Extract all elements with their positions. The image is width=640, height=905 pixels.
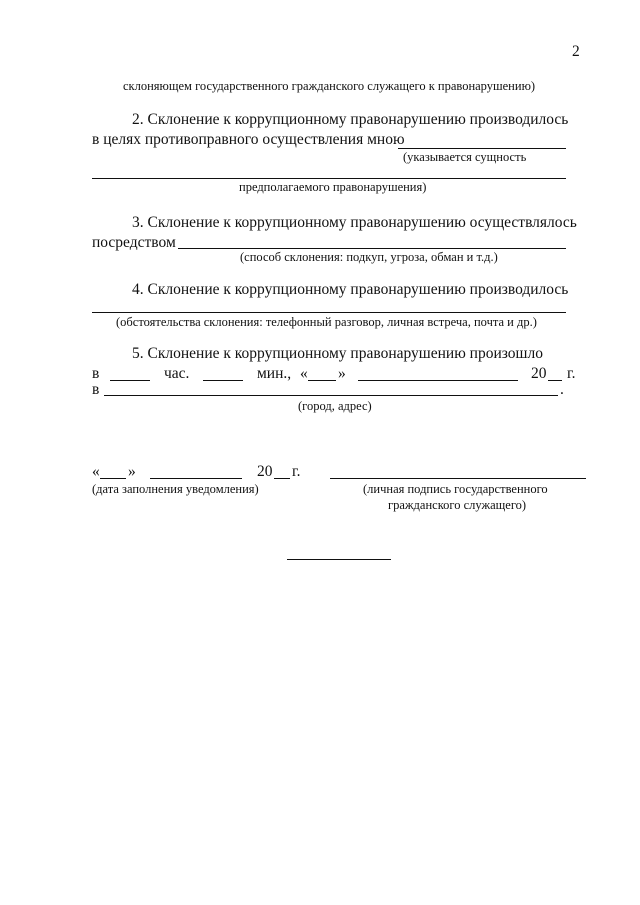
date-year-blank[interactable] xyxy=(274,478,290,479)
month-blank[interactable] xyxy=(358,380,518,381)
year-suffix: г. xyxy=(567,365,576,382)
item-3-line-2: посредством xyxy=(92,234,176,251)
date-quote-close: » xyxy=(128,463,136,480)
minutes-label: мин., xyxy=(257,365,292,382)
day-quote-close: » xyxy=(338,365,346,382)
signature-caption-1: (личная подпись государственного xyxy=(363,482,548,496)
date-quote-open: « xyxy=(92,463,100,480)
date-month-blank[interactable] xyxy=(150,478,242,479)
item-2-line-2: в целях противоправного осуществления мною xyxy=(92,131,405,148)
item-5-in-label: в xyxy=(92,365,100,382)
signature-caption-2: гражданского служащего) xyxy=(388,498,527,512)
day-blank[interactable] xyxy=(308,380,336,381)
signature-blank[interactable] xyxy=(330,478,586,479)
place-blank[interactable] xyxy=(104,395,558,396)
closing-rule xyxy=(287,559,391,560)
year-prefix: 20 xyxy=(531,365,547,382)
date-day-blank[interactable] xyxy=(100,478,126,479)
item-3-line-1: 3. Склонение к коррупционному правонарушению осуществлялось xyxy=(132,214,577,231)
date-year-suffix: г. xyxy=(292,463,301,480)
date-caption: (дата заполнения уведомления) xyxy=(92,482,259,496)
minutes-blank[interactable] xyxy=(203,380,243,381)
place-prefix: в xyxy=(92,381,100,398)
item-2-purpose-blank-2[interactable] xyxy=(92,178,566,179)
place-hint: (город, адрес) xyxy=(298,399,372,413)
item-2-hint-1: (указывается сущность xyxy=(403,150,527,164)
item-3-hint: (способ склонения: подкуп, угроза, обман и т.д.) xyxy=(240,250,498,264)
item-5-line-1: 5. Склонение к коррупционному правонарушению произошло xyxy=(132,345,543,362)
hours-label: час. xyxy=(164,365,190,382)
page-number: 2 xyxy=(572,43,580,60)
item-2-hint-2: предполагаемого правонарушения) xyxy=(239,180,427,194)
item-4-hint: (обстоятельства склонения: телефонный разговор, личная встреча, почта и др.) xyxy=(116,315,537,329)
item-4-line-1: 4. Склонение к коррупционному правонарушению производилось xyxy=(132,281,569,298)
item-2-line-1: 2. Склонение к коррупционному правонарушению производилось xyxy=(132,111,569,128)
date-year-prefix: 20 xyxy=(257,463,273,480)
item-4-circumstances-blank[interactable] xyxy=(92,312,566,313)
day-quote-open: « xyxy=(300,365,308,382)
place-end: . xyxy=(560,381,564,398)
item-3-method-blank[interactable] xyxy=(178,248,566,249)
hours-blank[interactable] xyxy=(110,380,150,381)
item-2-purpose-blank[interactable] xyxy=(398,148,566,149)
intro-continuation: склоняющем государственного гражданского служащего к правонарушению) xyxy=(123,79,536,93)
